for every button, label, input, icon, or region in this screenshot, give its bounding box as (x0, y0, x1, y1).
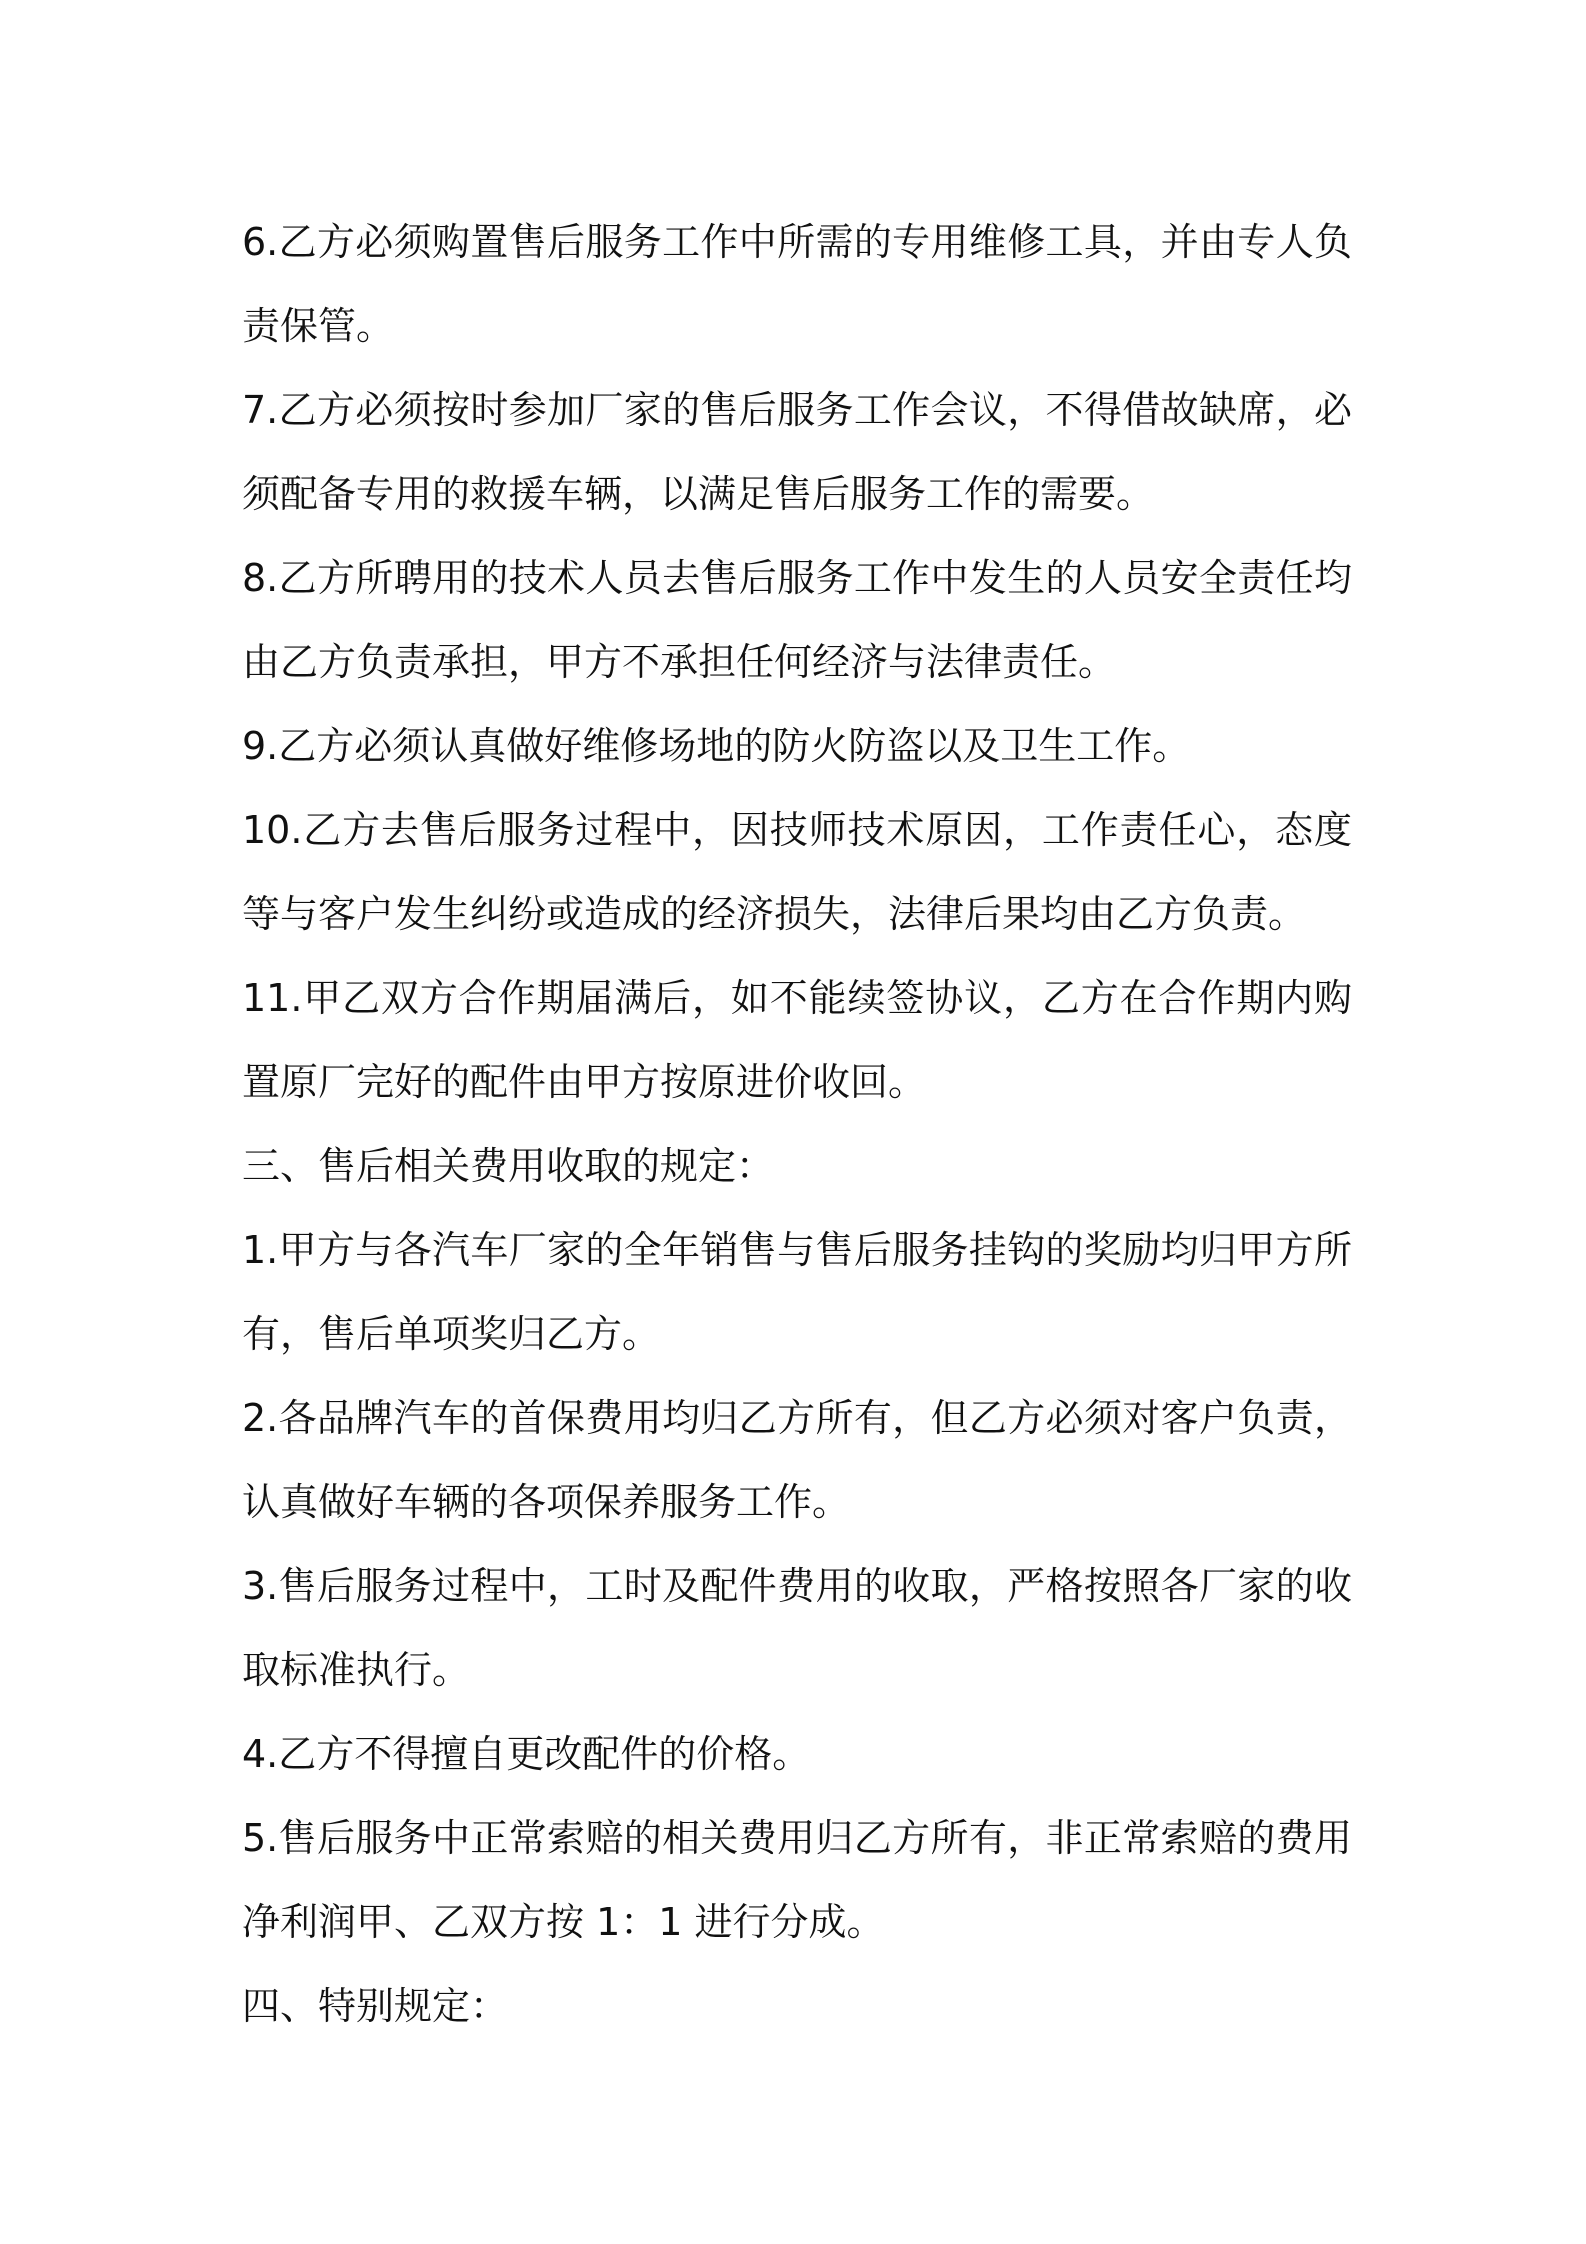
fee-clause-3 (242, 1544, 1352, 1712)
clause-7-text: 7.乙方必须按时参加厂家的售后服务工作会议，不得借故缺席，必须配备专用的救援车辆，以满足售后服务工作的需要。 (242, 388, 1352, 516)
clause-6 (242, 200, 1352, 368)
clause-11 (242, 956, 1352, 1124)
clause-9-text: 9.乙方必须认真做好维修场地的防火防盗以及卫生工作。 (242, 724, 1191, 768)
fee-clause-3-text: 3.售后服务过程中，工时及配件费用的收取，严格按照各厂家的收取标准执行。 (242, 1564, 1352, 1692)
clause-10-text: 10.乙方去售后服务过程中，因技师技术原因，工作责任心，态度等与客户发生纠纷或造成的经济损失，法律后果均由乙方负责。 (242, 808, 1352, 936)
fee-clause-2 (242, 1376, 1352, 1544)
fee-clause-1 (242, 1208, 1352, 1376)
fee-clause-2-text: 2.各品牌汽车的首保费用均归乙方所有，但乙方必须对客户负责，认真做好车辆的各项保养服务工作。 (242, 1396, 1352, 1524)
fee-clause-5-text: 5.售后服务中正常索赔的相关费用归乙方所有，非正常索赔的费用净利润甲、乙双方按 1：1 进行分成。 (242, 1816, 1352, 1944)
clause-11-text: 11.甲乙双方合作期届满后，如不能续签协议，乙方在合作期内购置原厂完好的配件由甲方按原进价收回。 (242, 976, 1352, 1104)
clause-8 (242, 536, 1352, 704)
fee-clause-5 (242, 1796, 1352, 1964)
fee-clause-4-text: 4.乙方不得擅自更改配件的价格。 (242, 1732, 811, 1776)
clause-9 (242, 704, 1352, 788)
clause-6-text: 6.乙方必须购置售后服务工作中所需的专用维修工具，并由专人负责保管。 (242, 220, 1352, 348)
fee-clause-1-text: 1.甲方与各汽车厂家的全年销售与售后服务挂钩的奖励均归甲方所有，售后单项奖归乙方。 (242, 1228, 1352, 1356)
clause-7 (242, 368, 1352, 536)
clause-10 (242, 788, 1352, 956)
document-page (242, 200, 1352, 2048)
section-heading-special-text: 四、特别规定： (242, 1984, 509, 2028)
section-heading-fees-text: 三、售后相关费用收取的规定： (242, 1144, 775, 1188)
section-heading-fees (242, 1124, 1352, 1208)
fee-clause-4 (242, 1712, 1352, 1796)
section-heading-special (242, 1964, 1352, 2048)
clause-8-text: 8.乙方所聘用的技术人员去售后服务工作中发生的人员安全责任均由乙方负责承担，甲方不承担任何经济与法律责任。 (242, 556, 1352, 684)
